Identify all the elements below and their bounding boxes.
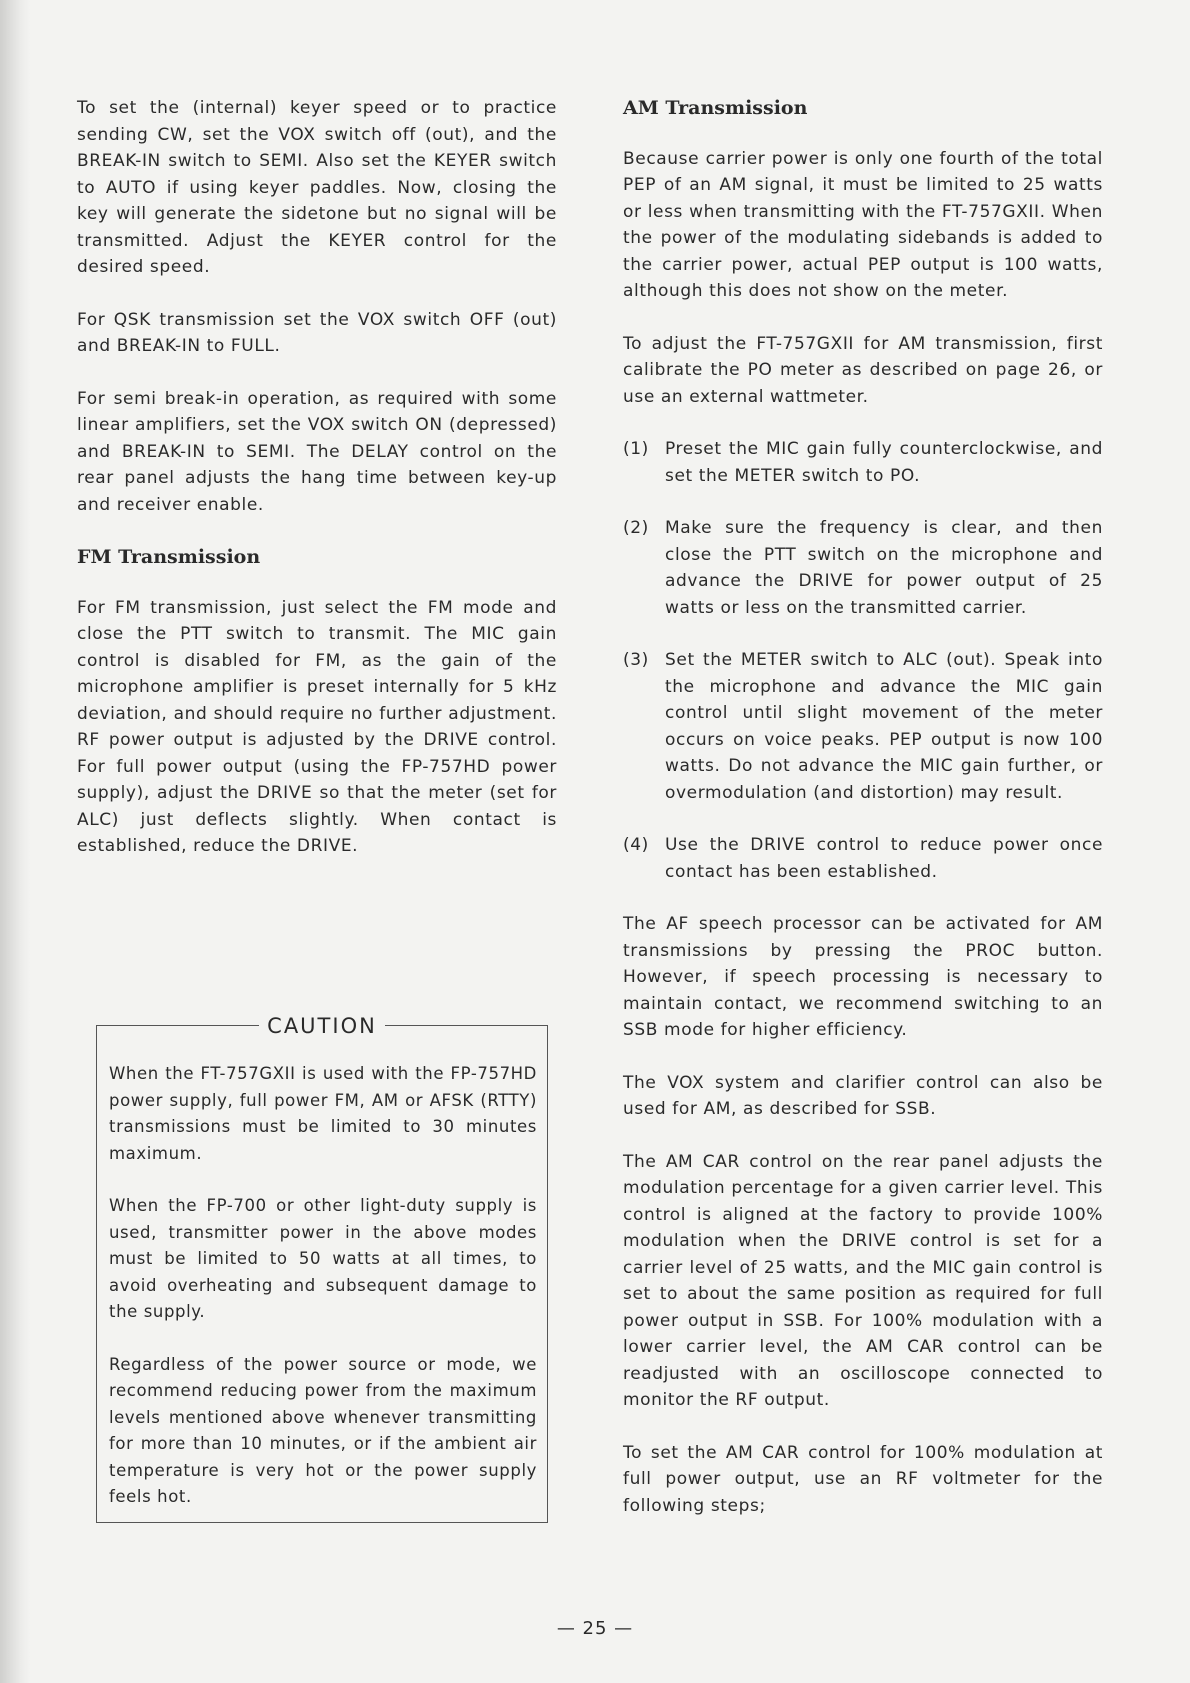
list-item [623,436,1103,489]
caution-paragraph-3: Regardless of the power source or mode, we recommend reducing power from the maximum levels mentioned above whenever transmitting for more than 10 minutes, or if the ambient air temperature is very hot or the power supply feels hot. [109,1354,537,1506]
am-steps-list [623,436,1103,885]
list-item [623,515,1103,621]
right-column [623,95,1103,1545]
step-text: Make sure the frequency is clear, and then close the PTT switch on the microphone and advance the DRIVE for power output of 25 watts or less on the transmitted carrier. [665,518,1103,618]
step-text: Preset the MIC gain fully counterclockwise, and set the METER switch to PO. [665,439,1103,486]
am-heading: AM Transmission [623,97,808,119]
fm-paragraph: For FM transmission, just select the FM mode and close the PTT switch to transmit. The MIC gain control is disabled for FM, as the gain of the microphone amplifier is preset internally for 5 kHz deviation, and should require no further adjustment. RF power output is adjusted by the DRIVE control. For full power output (using the FP-757HD power supply), adjust the DRIVE so that the meter (set for ALC) just deflects slightly. When contact is established, reduce the DRIVE. [77,597,557,856]
keyer-paragraph: To set the (internal) keyer speed or to practice sending CW, set the VOX switch off (out), and the BREAK-IN switch to SEMI. Also set the KEYER switch to AUTO if using keyer paddles. Now, closing the key will generate the sidetone but no signal will be transmitted. Adjust the KEYER control for the desired speed. [77,98,557,277]
am-intro-paragraph: Because carrier power is only one fourth of the total PEP of an AM signal, it must be limited to 25 watts or less when transmitting with the FT-757GXII. When the power of the modulating sidebands is added to the carrier power, actual PEP output is 100 watts, although this does not show on the meter. [623,148,1103,301]
vox-paragraph: The VOX system and clarifier control can also be used for AM, as described for SSB. [623,1072,1103,1119]
caution-title-row [97,1013,547,1039]
caution-body [109,1061,537,1537]
left-column [77,95,557,886]
caution-box [96,1014,548,1523]
page-number: — 25 — [556,1618,634,1639]
page-edge-shadow [0,0,30,1683]
caution-paragraph-2: When the FP-700 or other light-duty supply is used, transmitter power in the above modes must be limited to 50 watts at all times, to avoid overheating and subsequent damage to the supply. [109,1196,537,1321]
am-car-steps-paragraph: To set the AM CAR control for 100% modulation at full power output, use an RF voltmeter for the following steps; [623,1442,1103,1516]
am-car-paragraph: The AM CAR control on the rear panel adjusts the modulation percentage for a given carrier level. This control is aligned at the factory to provide 100% modulation when the DRIVE control is set for a carrier level of 25 watts, and the MIC gain control is set to about the same position as required for full power output in SSB. For 100% modulation with a lower carrier level, the AM CAR control can be readjusted with an oscilloscope connected to monitor the RF output. [623,1151,1103,1410]
fm-heading: FM Transmission [77,546,261,568]
step-number: (3) [623,650,649,670]
list-item [623,832,1103,885]
step-text: Use the DRIVE control to reduce power once contact has been established. [665,835,1103,882]
step-number: (2) [623,518,649,538]
list-item [623,647,1103,806]
caution-paragraph-1: When the FT-757GXII is used with the FP-757HD power supply, full power FM, AM or AFSK (RTTY) transmissions must be limited to 30 minutes maximum. [109,1064,537,1163]
semi-break-in-paragraph: For semi break-in operation, as required with some linear amplifiers, set the VOX switch ON (depressed) and BREAK-IN to SEMI. The DELAY control on the rear panel adjusts the hang time between key-up and receiver enable. [77,388,557,515]
speech-processor-paragraph: The AF speech processor can be activated for AM transmissions by pressing the PROC button. However, if speech processing is necessary to maintain contact, we recommend switching to an SSB mode for higher efficiency. [623,914,1103,1040]
qsk-paragraph: For QSK transmission set the VOX switch OFF (out) and BREAK-IN to FULL. [77,309,557,356]
step-number: (1) [623,439,649,459]
caution-title: CAUTION [259,1013,385,1039]
am-adjust-paragraph: To adjust the FT-757GXII for AM transmission, first calibrate the PO meter as described on page 26, or use an external wattmeter. [623,333,1103,407]
step-number: (4) [623,835,649,855]
step-text: Set the METER switch to ALC (out). Speak into the microphone and advance the MIC gain control until slight movement of the meter occurs on voice peaks. PEP output is now 100 watts. Do not advance the MIC gain further, or overmodulation (and distortion) may result. [665,650,1103,803]
